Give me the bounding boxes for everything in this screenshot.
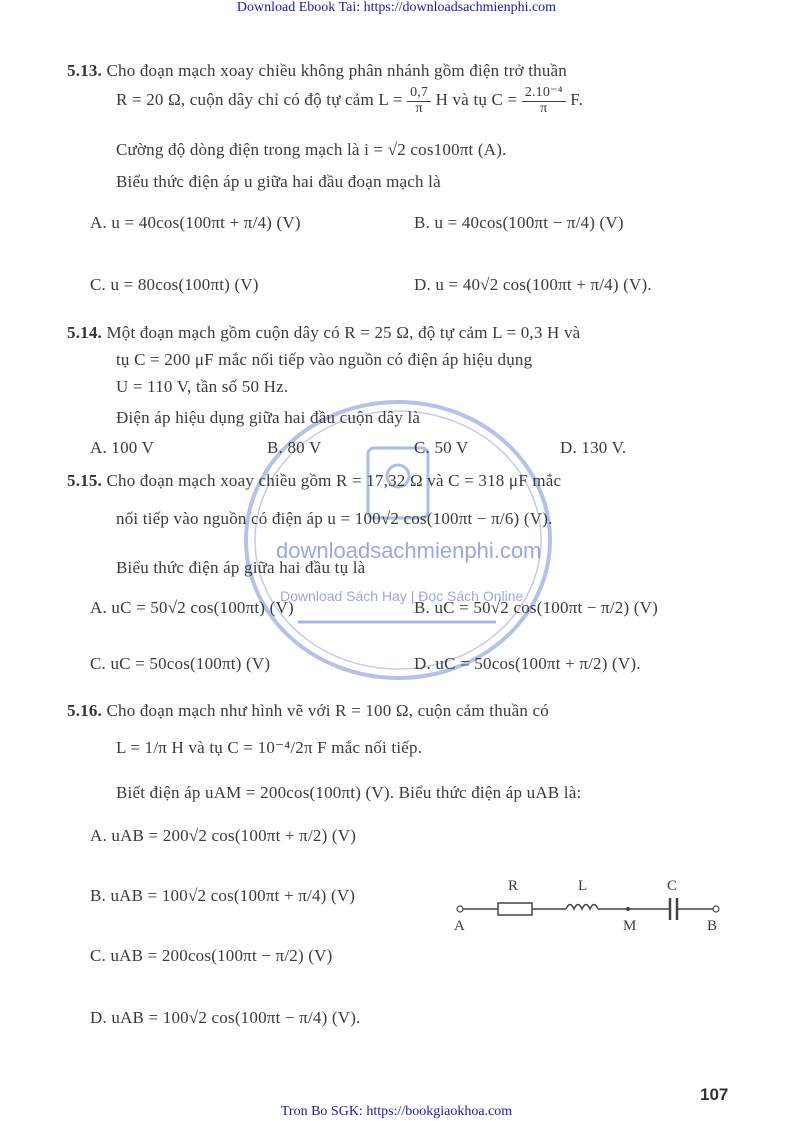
- watermark-tagline: Download Sách Hay | Đọc Sách Online: [280, 588, 524, 604]
- problem-number: 5.16.: [67, 701, 102, 720]
- label-r: R: [508, 878, 519, 894]
- problem-number: 5.15.: [67, 471, 102, 490]
- answer-a[interactable]: A. u = 40cos(100πt + π/4) (V): [90, 213, 301, 232]
- problem-text: Biểu thức điện áp u giữa hai đầu đoạn mạch là: [116, 172, 441, 191]
- problem-text: Cho đoạn mạch xoay chiều gồm R = 17,32 Ω và C = 318 μF mắc: [106, 471, 562, 490]
- answer-b[interactable]: B. u = 40cos(100πt − π/4) (V): [414, 213, 624, 232]
- problem-text: Cho đoạn mạch xoay chiều không phân nhánh gồm điện trở thuần: [106, 61, 567, 80]
- problem-text: L = 1/π H và tụ C = 10⁻⁴/2π F mắc nối tiếp.: [116, 738, 423, 757]
- problem-line: [67, 323, 580, 343]
- answer-d[interactable]: D. uAB = 100√2 cos(100πt − π/4) (V).: [90, 1008, 361, 1027]
- label-c: C: [667, 878, 678, 894]
- problem-line: [67, 471, 561, 491]
- label-m: M: [623, 918, 637, 934]
- denominator: π: [415, 100, 423, 116]
- answer-a[interactable]: A. uC = 50√2 cos(100πt) (V): [90, 598, 294, 617]
- page-number: 107: [700, 1085, 729, 1104]
- numerator: 2.10⁻⁴: [522, 86, 566, 102]
- answer-c[interactable]: C. u = 80cos(100πt) (V): [90, 275, 259, 294]
- problem-text: R = 20 Ω, cuộn dây chỉ có độ tự cảm L =: [116, 90, 403, 110]
- answer-c[interactable]: C. 50 V: [414, 438, 469, 457]
- answer-d[interactable]: D. 130 V.: [560, 438, 627, 457]
- answer-c[interactable]: C. uAB = 200cos(100πt − π/2) (V): [90, 946, 333, 965]
- problem-text: Biết điện áp uAM = 200cos(100πt) (V). Biểu thức điện áp uAB là:: [116, 783, 582, 802]
- label-l: L: [578, 878, 588, 894]
- problem-text: F.: [570, 90, 583, 110]
- problem-text: Điện áp hiệu dụng giữa hai đầu cuộn dây là: [116, 408, 421, 427]
- problem-line: [67, 701, 549, 721]
- problem-text: Biểu thức điện áp giữa hai đầu tụ là: [116, 558, 366, 577]
- label-a: A: [454, 918, 466, 934]
- answer-d[interactable]: D. uC = 50cos(100πt + π/2) (V).: [414, 654, 641, 673]
- fraction: [407, 86, 431, 116]
- problem-number: 5.14.: [67, 323, 102, 342]
- problem-line: [116, 86, 583, 116]
- fraction: [522, 86, 566, 116]
- answer-d[interactable]: D. u = 40√2 cos(100πt + π/4) (V).: [414, 275, 652, 294]
- answer-b[interactable]: B. uAB = 100√2 cos(100πt + π/4) (V): [90, 886, 356, 905]
- problem-text: H và tụ C =: [435, 90, 518, 110]
- problem-text: Một đoạn mạch gồm cuộn dây có R = 25 Ω, độ tự cảm L = 0,3 H và: [106, 323, 581, 342]
- footer-link[interactable]: Tron Bo SGK: https://bookgiaokhoa.com: [280, 1104, 513, 1119]
- denominator: π: [540, 100, 548, 116]
- answer-c[interactable]: C. uC = 50cos(100πt) (V): [90, 654, 271, 673]
- header-link[interactable]: Download Ebook Tai: https://downloadsachmienphi.com: [236, 0, 557, 15]
- problem-text: Cường độ dòng điện trong mạch là i = √2 cos100πt (A).: [116, 140, 507, 159]
- watermark-site: downloadsachmienphi.com: [276, 538, 542, 563]
- circuit-icon: [448, 876, 728, 938]
- answer-a[interactable]: A. 100 V: [90, 438, 155, 457]
- numerator: 0,7: [407, 86, 431, 102]
- answer-b[interactable]: B. uC = 50√2 cos(100πt − π/2) (V): [414, 598, 658, 617]
- problem-number: 5.13.: [67, 61, 102, 80]
- answer-a[interactable]: A. uAB = 200√2 cos(100πt + π/2) (V): [90, 826, 357, 845]
- problem-text: U = 110 V, tần số 50 Hz.: [116, 377, 289, 396]
- problem-line: [67, 61, 567, 81]
- problem-text: Cho đoạn mạch như hình vẽ với R = 100 Ω, cuộn cảm thuần có: [106, 701, 549, 720]
- problem-text: tụ C = 200 μF mắc nối tiếp vào nguồn có điện áp hiệu dụng: [116, 350, 533, 369]
- problem-text: nối tiếp vào nguồn có điện áp u = 100√2 cos(100πt − π/6) (V).: [116, 509, 553, 528]
- label-b: B: [707, 918, 718, 934]
- answer-b[interactable]: B. 80 V: [267, 438, 322, 457]
- circuit-diagram: [448, 876, 728, 938]
